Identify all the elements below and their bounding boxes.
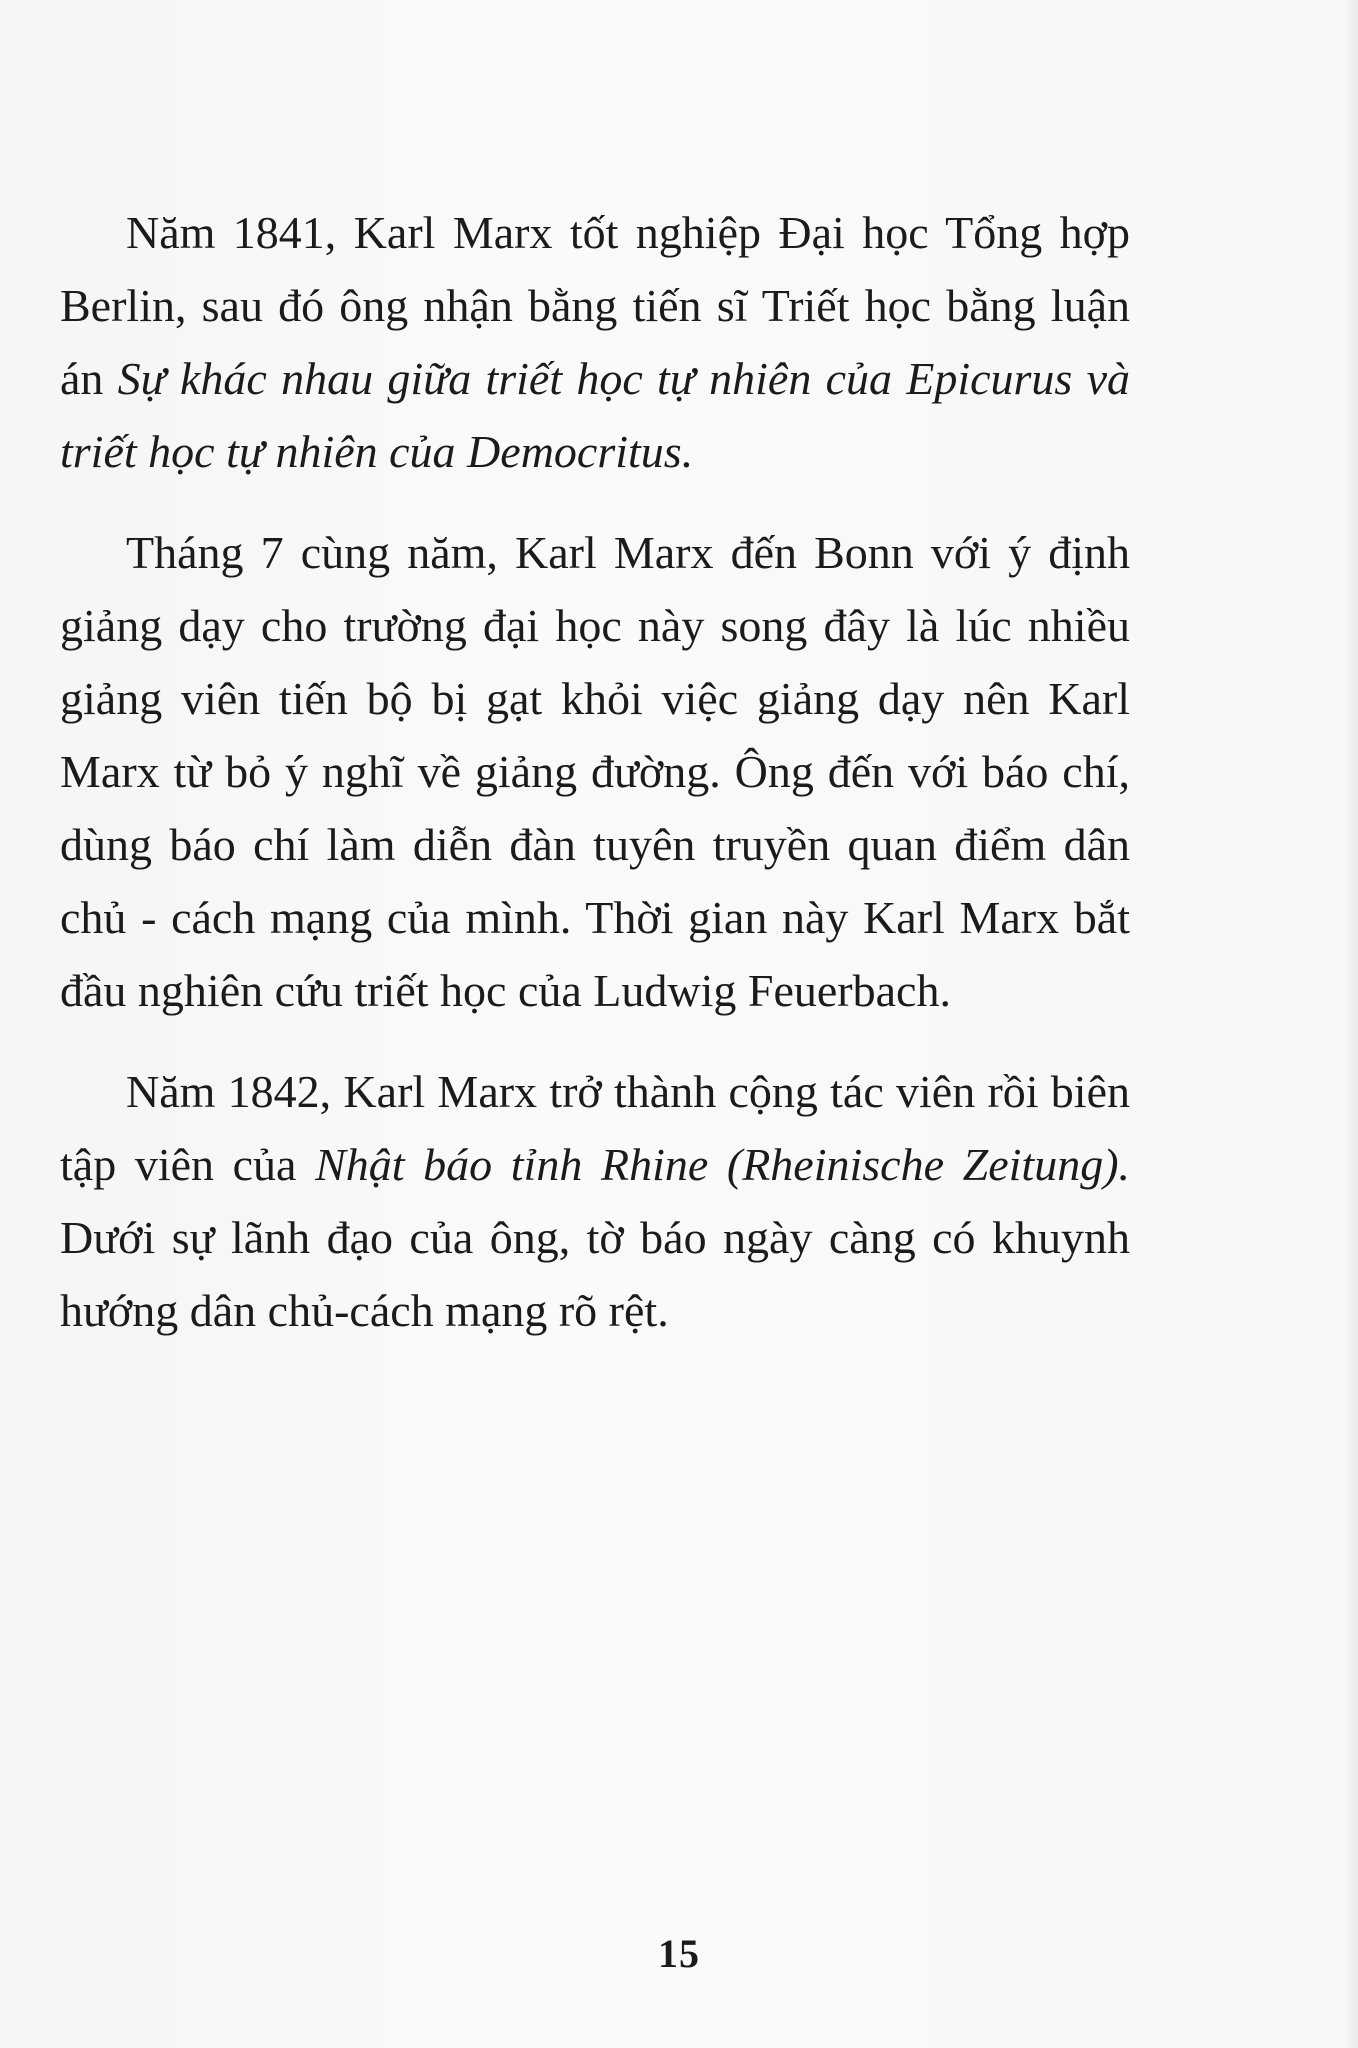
page-number: 15 bbox=[658, 1931, 700, 1976]
paragraph-2 bbox=[60, 516, 1130, 1027]
paragraph-3-text-end: Dưới sự lãnh đạo của ông, tờ báo ngày càng có khuynh hướng dân chủ-cách mạng rõ rệt. bbox=[60, 1212, 1130, 1336]
paragraph-1-text: Năm 1841, Karl Marx tốt nghiệp Đại học Tổng hợp Berlin, sau đó ông nhận bằng tiến sĩ Triết học bằng luận án bbox=[60, 207, 1130, 404]
body-text bbox=[60, 196, 1130, 1375]
paragraph-3 bbox=[60, 1055, 1130, 1347]
newspaper-title: Nhật báo tỉnh Rhine (Rheinische Zeitung). bbox=[315, 1139, 1131, 1190]
paragraph-2-text: Tháng 7 cùng năm, Karl Marx đến Bonn với ý định giảng dạy cho trường đại học này song đây là lúc nhiều giảng viên tiến bộ bị gạt khỏi việc giảng dạy nên Karl Marx từ bỏ ý nghĩ về giảng đường. Ông đến với báo chí, dùng báo chí làm diễn đàn tuyên truyền quan điểm dân chủ - cách mạng của mình. Thời gian này Karl Marx bắt đầu nghiên cứu triết học của Ludwig Feuerbach. bbox=[60, 527, 1130, 1016]
paragraph-3-text-start: Năm 1842, Karl Marx trở thành cộng tác viên rồi biên tập viên của bbox=[60, 1066, 1130, 1190]
thesis-title: Sự khác nhau giữa triết học tự nhiên của Epicurus và triết học tự nhiên của Democritus. bbox=[60, 353, 1130, 477]
page-edge-shadow bbox=[1344, 0, 1358, 2048]
paragraph-1 bbox=[60, 196, 1130, 488]
